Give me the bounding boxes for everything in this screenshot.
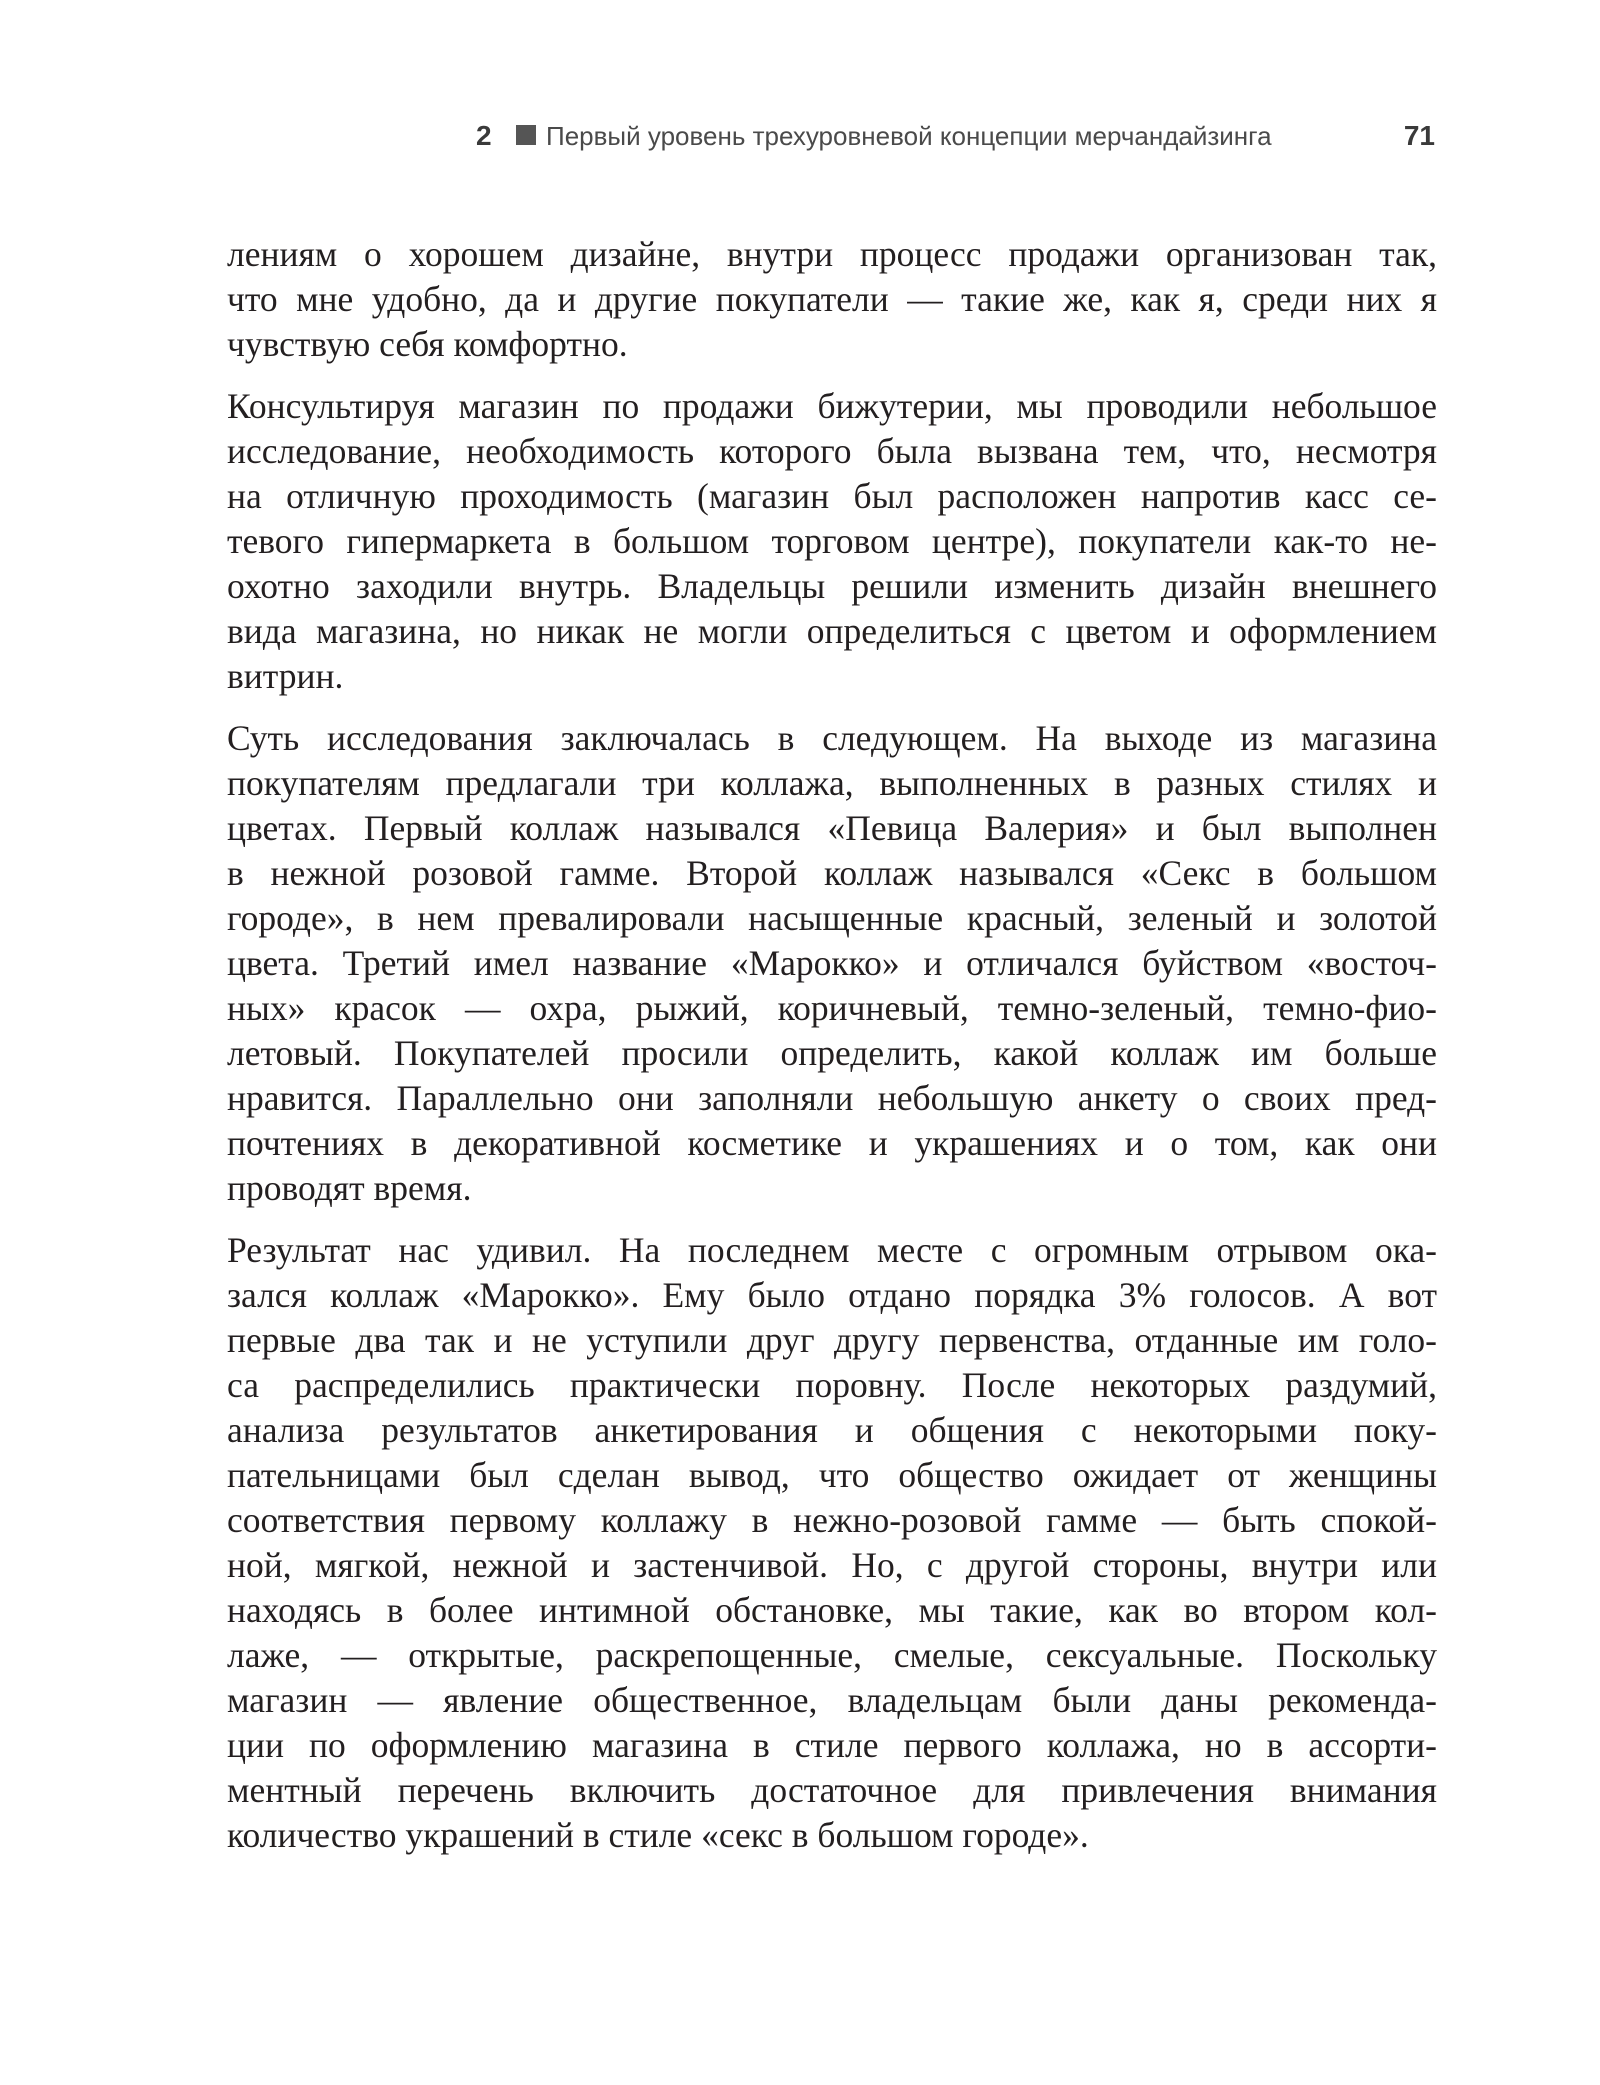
paragraph-1 xyxy=(227,232,1437,367)
text-line: вида магазина, но никак не могли определиться с цветом и оформлением xyxy=(227,611,1437,651)
text-line: ной, мягкой, нежной и застенчивой. Но, с другой стороны, внутри или xyxy=(227,1545,1437,1585)
running-header xyxy=(0,116,1600,156)
text-line: что мне удобно, да и другие покупатели — такие же, как я, среди них я xyxy=(227,279,1437,319)
text-line: охотно заходили внутрь. Владельцы решили изменить дизайн внешнего xyxy=(227,566,1437,606)
text-line: Консультируя магазин по продажи бижутерии, мы проводили небольшое xyxy=(227,386,1437,426)
text-line: анализа результатов анкетирования и общения с некоторыми поку- xyxy=(227,1410,1437,1450)
text-line: проводят время. xyxy=(227,1168,472,1208)
text-line: пательницами был сделан вывод, что общество ожидает от женщины xyxy=(227,1455,1437,1495)
text-line: цветах. Первый коллаж назывался «Певица Валерия» и был выполнен xyxy=(227,808,1437,848)
text-line: городе», в нем превалировали насыщенные красный, зеленый и золотой xyxy=(227,898,1437,938)
text-line: ных» красок — охра, рыжий, коричневый, темно-зеленый, темно-фио- xyxy=(227,988,1437,1028)
text-line: количество украшений в стиле «секс в большом городе». xyxy=(227,1815,1089,1855)
text-line: почтениях в декоративной косметике и украшениях и о том, как они xyxy=(227,1123,1437,1163)
text-line: Результат нас удивил. На последнем месте с огромным отрывом ока- xyxy=(227,1230,1437,1270)
page-number: 71 xyxy=(1403,120,1435,151)
text-line: первые два так и не уступили друг другу первенства, отданные им голо- xyxy=(227,1320,1437,1360)
text-line: Суть исследования заключалась в следующем. На выходе из магазина xyxy=(227,718,1437,758)
paragraph-3 xyxy=(227,716,1437,1211)
text-line: ментный перечень включить достаточное для привлечения внимания xyxy=(227,1770,1437,1810)
text-line: находясь в более интимной обстановке, мы такие, как во втором кол- xyxy=(227,1590,1437,1630)
text-line: цвета. Третий имел название «Марокко» и отличался буйством «восточ- xyxy=(227,943,1437,983)
chapter-separator-square-icon xyxy=(516,125,536,145)
text-line: исследование, необходимость которого была вызвана тем, что, несмотря xyxy=(227,431,1437,471)
text-line: витрин. xyxy=(227,656,344,696)
body-text xyxy=(227,232,1437,1875)
text-line: на отличную проходимость (магазин был расположен напротив касс се- xyxy=(227,476,1437,516)
text-line: лаже, — открытые, раскрепощенные, смелые, сексуальные. Поскольку xyxy=(227,1635,1437,1675)
text-line: чувствую себя комфортно. xyxy=(227,324,628,364)
text-line: летовый. Покупателей просили определить, какой коллаж им больше xyxy=(227,1033,1437,1073)
text-line: са распределились практически поровну. После некоторых раздумий, xyxy=(227,1365,1437,1405)
text-line: зался коллаж «Марокко». Ему было отдано порядка 3% голосов. А вот xyxy=(227,1275,1437,1315)
text-line: соответствия первому коллажу в нежно-розовой гамме — быть спокой- xyxy=(227,1500,1437,1540)
text-line: нравится. Параллельно они заполняли небольшую анкету о своих пред- xyxy=(227,1078,1437,1118)
text-line: покупателям предлагали три коллажа, выполненных в разных стилях и xyxy=(227,763,1437,803)
text-line: лениям о хорошем дизайне, внутри процесс продажи организован так, xyxy=(227,234,1437,274)
text-line: тевого гипермаркета в большом торговом центре), покупатели как-то не- xyxy=(227,521,1437,561)
chapter-number: 2 xyxy=(476,120,492,151)
text-line: магазин — явление общественное, владельцам были даны рекоменда- xyxy=(227,1680,1437,1720)
text-line: ции по оформлению магазина в стиле первого коллажа, но в ассорти- xyxy=(227,1725,1437,1765)
paragraph-4 xyxy=(227,1228,1437,1858)
paragraph-2 xyxy=(227,384,1437,699)
text-line: в нежной розовой гамме. Второй коллаж назывался «Секс в большом xyxy=(227,853,1437,893)
chapter-title: Первый уровень трехуровневой концепции мерчандайзинга xyxy=(546,121,1272,151)
